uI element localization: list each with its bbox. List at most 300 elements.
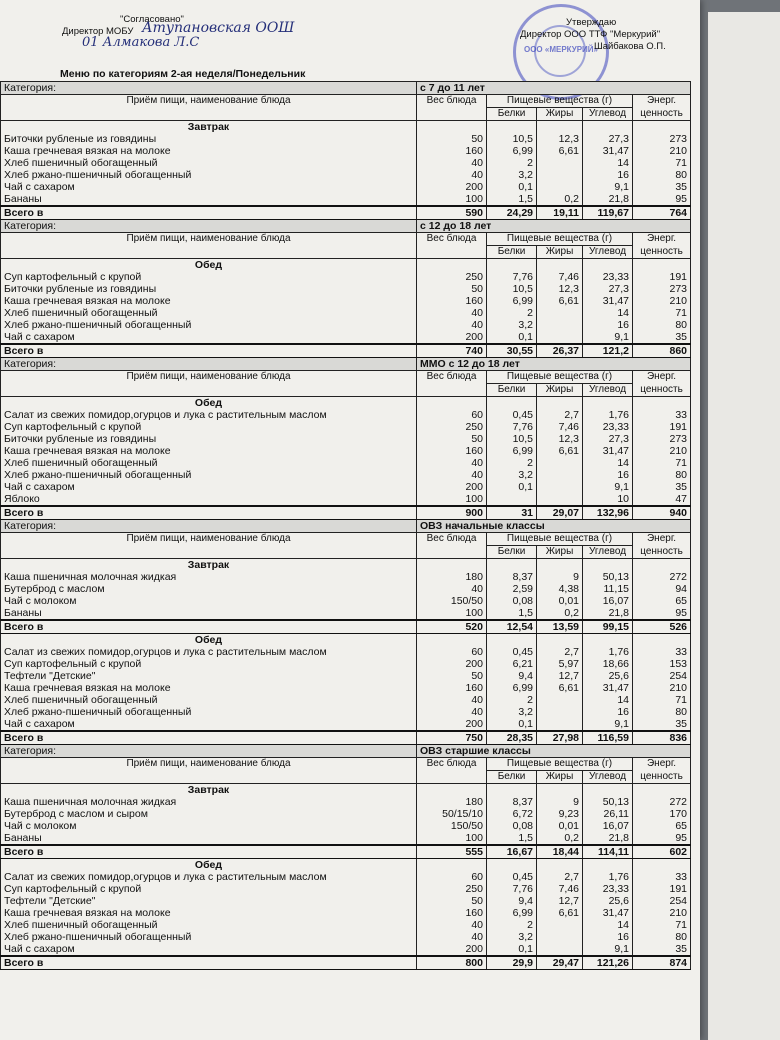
- value-cell: 0,2: [537, 607, 583, 620]
- col-energy-header: Энерг.: [633, 758, 691, 771]
- value-cell: 50: [417, 133, 487, 145]
- table-row: [1, 796, 691, 808]
- category-row: [1, 82, 691, 95]
- value-cell: 6,61: [537, 682, 583, 694]
- total-label: Всего в: [1, 731, 417, 745]
- page-title: Меню по категориям 2-ая неделя/Понедельник: [60, 68, 306, 80]
- meal-heading-row: [1, 397, 691, 410]
- director-label: Директор МОБУ: [62, 26, 134, 37]
- dish-name: Хлеб пшеничный обогащенный: [1, 919, 417, 931]
- category-name: ОВЗ начальные классы: [417, 520, 691, 533]
- value-cell: 9,1: [583, 481, 633, 493]
- table-row: [1, 583, 691, 595]
- col-weight-header-cont: [417, 384, 487, 397]
- value-cell: 50: [417, 433, 487, 445]
- value-cell: [537, 481, 583, 493]
- dish-name: Яблоко: [1, 493, 417, 506]
- value-cell: 0,1: [487, 718, 537, 731]
- col-energy-header-cont: ценность: [633, 546, 691, 559]
- value-cell: 8,37: [487, 796, 537, 808]
- table-row: [1, 682, 691, 694]
- value-cell: 2: [487, 694, 537, 706]
- table-row: [1, 409, 691, 421]
- category-row: [1, 520, 691, 533]
- meal-heading-cell: [537, 397, 583, 410]
- value-cell: 210: [633, 682, 691, 694]
- value-cell: 1,76: [583, 646, 633, 658]
- dish-name: Хлеб ржано-пшеничный обогащенный: [1, 469, 417, 481]
- value-cell: 100: [417, 493, 487, 506]
- value-cell: 12,3: [537, 433, 583, 445]
- total-value: 132,96: [583, 506, 633, 520]
- total-value: 555: [417, 845, 487, 859]
- value-cell: 0,45: [487, 409, 537, 421]
- value-cell: 12,3: [537, 283, 583, 295]
- table-row: [1, 169, 691, 181]
- value-cell: 40: [417, 457, 487, 469]
- column-subheader-row: [1, 771, 691, 784]
- value-cell: 200: [417, 658, 487, 670]
- table-row: [1, 706, 691, 718]
- dish-name: Суп картофельный с крупой: [1, 271, 417, 283]
- value-cell: 71: [633, 157, 691, 169]
- value-cell: 100: [417, 832, 487, 845]
- dish-name: Тефтели "Детские": [1, 895, 417, 907]
- value-cell: 16: [583, 706, 633, 718]
- dish-name: Чай с сахаром: [1, 331, 417, 344]
- col-carbs-header: Углевод: [583, 384, 633, 397]
- value-cell: 14: [583, 919, 633, 931]
- meal-heading-cell: [633, 259, 691, 272]
- col-fats-header: Жиры: [537, 108, 583, 121]
- total-value: 520: [417, 620, 487, 634]
- meal-heading-cell: [487, 859, 537, 872]
- total-value: 860: [633, 344, 691, 358]
- value-cell: 40: [417, 919, 487, 931]
- meal-heading-cell: [417, 559, 487, 572]
- value-cell: 9,4: [487, 670, 537, 682]
- value-cell: 6,99: [487, 682, 537, 694]
- dish-name: Каша гречневая вязкая на молоке: [1, 445, 417, 457]
- total-value: 18,44: [537, 845, 583, 859]
- col-weight-header: Вес блюда: [417, 233, 487, 246]
- value-cell: 16: [583, 931, 633, 943]
- value-cell: 31,47: [583, 145, 633, 157]
- adjacent-page: [708, 12, 780, 1040]
- meal-heading-cell: [633, 121, 691, 134]
- value-cell: 95: [633, 607, 691, 620]
- table-row: [1, 145, 691, 157]
- meal-heading-cell: [633, 784, 691, 797]
- value-cell: 0,01: [537, 595, 583, 607]
- meal-name: Обед: [1, 859, 417, 872]
- table-row: [1, 457, 691, 469]
- col-energy-header-cont: ценность: [633, 384, 691, 397]
- dish-name: Салат из свежих помидор,огурцов и лука с растительным маслом: [1, 409, 417, 421]
- col-weight-header: Вес блюда: [417, 95, 487, 108]
- value-cell: 7,76: [487, 271, 537, 283]
- value-cell: 35: [633, 481, 691, 493]
- value-cell: 8,37: [487, 571, 537, 583]
- value-cell: 14: [583, 694, 633, 706]
- table-row: [1, 331, 691, 344]
- value-cell: 150/50: [417, 820, 487, 832]
- col-nutrients-header: Пищевые вещества (г): [487, 371, 633, 384]
- col-dish-header: Приём пищи, наименование блюда: [1, 371, 417, 384]
- total-value: 940: [633, 506, 691, 520]
- value-cell: 27,3: [583, 133, 633, 145]
- value-cell: 12,7: [537, 895, 583, 907]
- value-cell: 4,38: [537, 583, 583, 595]
- value-cell: 50: [417, 895, 487, 907]
- col-carbs-header: Углевод: [583, 246, 633, 259]
- value-cell: 35: [633, 181, 691, 193]
- value-cell: 12,7: [537, 670, 583, 682]
- value-cell: 40: [417, 169, 487, 181]
- col-nutrients-header: Пищевые вещества (г): [487, 233, 633, 246]
- value-cell: 2,7: [537, 409, 583, 421]
- meal-heading-row: [1, 259, 691, 272]
- meal-name: Завтрак: [1, 784, 417, 797]
- value-cell: 170: [633, 808, 691, 820]
- total-value: 116,59: [583, 731, 633, 745]
- meal-name: Обед: [1, 259, 417, 272]
- value-cell: 16,07: [583, 820, 633, 832]
- value-cell: 160: [417, 907, 487, 919]
- dish-name: Хлеб ржано-пшеничный обогащенный: [1, 169, 417, 181]
- value-cell: 254: [633, 895, 691, 907]
- table-row: [1, 646, 691, 658]
- value-cell: 3,2: [487, 931, 537, 943]
- meal-heading-cell: [537, 259, 583, 272]
- value-cell: 23,33: [583, 421, 633, 433]
- value-cell: 6,99: [487, 145, 537, 157]
- value-cell: 9,1: [583, 718, 633, 731]
- value-cell: 150/50: [417, 595, 487, 607]
- value-cell: [537, 931, 583, 943]
- meal-heading-cell: [417, 397, 487, 410]
- total-row: [1, 731, 691, 745]
- total-label: Всего в: [1, 206, 417, 220]
- total-value: 526: [633, 620, 691, 634]
- value-cell: 100: [417, 193, 487, 206]
- table-row: [1, 919, 691, 931]
- value-cell: 200: [417, 943, 487, 956]
- col-carbs-header: Углевод: [583, 546, 633, 559]
- table-row: [1, 907, 691, 919]
- col-proteins-header: Белки: [487, 771, 537, 784]
- value-cell: 11,15: [583, 583, 633, 595]
- value-cell: 31,47: [583, 907, 633, 919]
- value-cell: [537, 319, 583, 331]
- meal-heading-cell: [633, 634, 691, 647]
- value-cell: 60: [417, 409, 487, 421]
- category-name: с 12 до 18 лет: [417, 220, 691, 233]
- value-cell: 60: [417, 871, 487, 883]
- meal-heading-cell: [487, 397, 537, 410]
- value-cell: 33: [633, 409, 691, 421]
- value-cell: 191: [633, 883, 691, 895]
- value-cell: 25,6: [583, 670, 633, 682]
- value-cell: [537, 331, 583, 344]
- col-carbs-header: Углевод: [583, 108, 633, 121]
- table-row: [1, 421, 691, 433]
- value-cell: 18,66: [583, 658, 633, 670]
- value-cell: 23,33: [583, 271, 633, 283]
- table-row: [1, 271, 691, 283]
- value-cell: 160: [417, 682, 487, 694]
- agreed-label: "Согласовано": [120, 14, 184, 25]
- value-cell: 80: [633, 931, 691, 943]
- col-weight-header-cont: [417, 546, 487, 559]
- menu-table: [0, 81, 691, 970]
- meal-heading-cell: [417, 859, 487, 872]
- col-dish-header-cont: [1, 384, 417, 397]
- value-cell: 2,7: [537, 646, 583, 658]
- table-row: [1, 895, 691, 907]
- dish-name: Чай с сахаром: [1, 181, 417, 193]
- table-row: [1, 943, 691, 956]
- column-subheader-row: [1, 246, 691, 259]
- value-cell: [537, 943, 583, 956]
- value-cell: 16: [583, 319, 633, 331]
- value-cell: 3,2: [487, 169, 537, 181]
- category-label: Категория:: [1, 220, 417, 233]
- value-cell: 71: [633, 694, 691, 706]
- value-cell: 50/15/10: [417, 808, 487, 820]
- value-cell: 2,59: [487, 583, 537, 595]
- total-row: [1, 956, 691, 970]
- col-proteins-header: Белки: [487, 546, 537, 559]
- table-row: [1, 931, 691, 943]
- meal-heading-cell: [633, 859, 691, 872]
- col-dish-header: Приём пищи, наименование блюда: [1, 758, 417, 771]
- approved-label: Утверждаю: [566, 17, 617, 28]
- dish-name: Каша гречневая вязкая на молоке: [1, 682, 417, 694]
- total-value: 602: [633, 845, 691, 859]
- meal-heading-cell: [487, 784, 537, 797]
- dish-name: Каша пшеничная молочная жидкая: [1, 796, 417, 808]
- meal-heading-cell: [537, 784, 583, 797]
- dish-name: Каша гречневая вязкая на молоке: [1, 907, 417, 919]
- dish-name: Чай с сахаром: [1, 943, 417, 956]
- meal-heading-row: [1, 784, 691, 797]
- meal-heading-cell: [487, 259, 537, 272]
- meal-heading-cell: [487, 634, 537, 647]
- meal-heading-cell: [583, 784, 633, 797]
- total-value: 121,26: [583, 956, 633, 970]
- value-cell: 3,2: [487, 706, 537, 718]
- total-row: [1, 845, 691, 859]
- total-value: 29,9: [487, 956, 537, 970]
- value-cell: 250: [417, 883, 487, 895]
- meal-heading-cell: [417, 259, 487, 272]
- value-cell: 80: [633, 469, 691, 481]
- table-row: [1, 319, 691, 331]
- meal-heading-cell: [583, 859, 633, 872]
- seal-stamp: ООО «МЕРКУРИЙ»: [513, 4, 609, 100]
- value-cell: 21,8: [583, 832, 633, 845]
- value-cell: 0,1: [487, 331, 537, 344]
- table-row: [1, 181, 691, 193]
- col-weight-header-cont: [417, 246, 487, 259]
- total-value: 29,47: [537, 956, 583, 970]
- value-cell: 10,5: [487, 283, 537, 295]
- category-name: ММО с 12 до 18 лет: [417, 358, 691, 371]
- meal-heading-cell: [633, 559, 691, 572]
- dish-name: Салат из свежих помидор,огурцов и лука с растительным маслом: [1, 871, 417, 883]
- category-name: ОВЗ старшие классы: [417, 745, 691, 758]
- value-cell: 0,1: [487, 181, 537, 193]
- value-cell: 12,3: [537, 133, 583, 145]
- dish-name: Чай с молоком: [1, 820, 417, 832]
- value-cell: 210: [633, 295, 691, 307]
- value-cell: 9,1: [583, 943, 633, 956]
- dish-name: Чай с сахаром: [1, 481, 417, 493]
- approver-title: Директор ООО ТТФ "Меркурий": [520, 29, 661, 40]
- value-cell: [537, 169, 583, 181]
- value-cell: 6,61: [537, 145, 583, 157]
- col-weight-header: Вес блюда: [417, 533, 487, 546]
- meal-name: Завтрак: [1, 121, 417, 134]
- dish-name: Бутерброд с маслом: [1, 583, 417, 595]
- col-energy-header-cont: ценность: [633, 246, 691, 259]
- value-cell: 6,21: [487, 658, 537, 670]
- approver-name: Шайбакова О.П.: [594, 41, 666, 52]
- value-cell: 31,47: [583, 682, 633, 694]
- meal-heading-cell: [417, 634, 487, 647]
- value-cell: 6,99: [487, 907, 537, 919]
- total-row: [1, 620, 691, 634]
- value-cell: 5,97: [537, 658, 583, 670]
- value-cell: [537, 706, 583, 718]
- value-cell: 25,6: [583, 895, 633, 907]
- total-value: 900: [417, 506, 487, 520]
- total-value: 19,11: [537, 206, 583, 220]
- col-energy-header: Энерг.: [633, 95, 691, 108]
- value-cell: 40: [417, 307, 487, 319]
- value-cell: 27,3: [583, 283, 633, 295]
- value-cell: 71: [633, 457, 691, 469]
- meal-heading-cell: [487, 559, 537, 572]
- dish-name: Бутерброд с маслом и сыром: [1, 808, 417, 820]
- value-cell: 2: [487, 307, 537, 319]
- value-cell: 0,45: [487, 871, 537, 883]
- total-label: Всего в: [1, 506, 417, 520]
- col-nutrients-header: Пищевые вещества (г): [487, 95, 633, 108]
- value-cell: [537, 694, 583, 706]
- column-header-row: [1, 95, 691, 108]
- value-cell: [537, 919, 583, 931]
- dish-name: Каша гречневая вязкая на молоке: [1, 145, 417, 157]
- value-cell: 273: [633, 133, 691, 145]
- value-cell: 26,11: [583, 808, 633, 820]
- value-cell: 3,2: [487, 469, 537, 481]
- value-cell: 6,61: [537, 445, 583, 457]
- col-energy-header: Энерг.: [633, 233, 691, 246]
- value-cell: 200: [417, 718, 487, 731]
- table-row: [1, 307, 691, 319]
- value-cell: 60: [417, 646, 487, 658]
- value-cell: 210: [633, 145, 691, 157]
- col-nutrients-header: Пищевые вещества (г): [487, 758, 633, 771]
- value-cell: 9,1: [583, 331, 633, 344]
- dish-name: Каша пшеничная молочная жидкая: [1, 571, 417, 583]
- col-weight-header-cont: [417, 108, 487, 121]
- value-cell: 273: [633, 433, 691, 445]
- value-cell: 80: [633, 169, 691, 181]
- table-row: [1, 607, 691, 620]
- value-cell: [537, 457, 583, 469]
- value-cell: 191: [633, 421, 691, 433]
- total-value: 836: [633, 731, 691, 745]
- value-cell: 10,5: [487, 133, 537, 145]
- dish-name: Биточки рубленые из говядины: [1, 283, 417, 295]
- value-cell: 14: [583, 457, 633, 469]
- value-cell: 71: [633, 307, 691, 319]
- table-row: [1, 571, 691, 583]
- column-subheader-row: [1, 384, 691, 397]
- total-value: 740: [417, 344, 487, 358]
- total-value: 31: [487, 506, 537, 520]
- value-cell: 3,2: [487, 319, 537, 331]
- col-fats-header: Жиры: [537, 246, 583, 259]
- value-cell: [487, 493, 537, 506]
- total-value: 114,11: [583, 845, 633, 859]
- total-value: 26,37: [537, 344, 583, 358]
- value-cell: 16: [583, 469, 633, 481]
- value-cell: 210: [633, 907, 691, 919]
- value-cell: [537, 493, 583, 506]
- value-cell: 16,07: [583, 595, 633, 607]
- value-cell: 1,5: [487, 193, 537, 206]
- col-dish-header: Приём пищи, наименование блюда: [1, 233, 417, 246]
- total-value: 119,67: [583, 206, 633, 220]
- value-cell: 47: [633, 493, 691, 506]
- col-dish-header-cont: [1, 771, 417, 784]
- dish-name: Хлеб ржано-пшеничный обогащенный: [1, 319, 417, 331]
- dish-name: Биточки рубленые из говядины: [1, 133, 417, 145]
- total-value: 590: [417, 206, 487, 220]
- total-value: 24,29: [487, 206, 537, 220]
- table-row: [1, 193, 691, 206]
- value-cell: 1,76: [583, 871, 633, 883]
- value-cell: 7,76: [487, 883, 537, 895]
- value-cell: 9: [537, 571, 583, 583]
- table-row: [1, 694, 691, 706]
- value-cell: 272: [633, 796, 691, 808]
- value-cell: 153: [633, 658, 691, 670]
- value-cell: 35: [633, 943, 691, 956]
- value-cell: 6,99: [487, 295, 537, 307]
- total-value: 16,67: [487, 845, 537, 859]
- meal-heading-cell: [583, 559, 633, 572]
- column-subheader-row: [1, 546, 691, 559]
- value-cell: 200: [417, 331, 487, 344]
- meal-heading-cell: [583, 259, 633, 272]
- column-subheader-row: [1, 108, 691, 121]
- col-proteins-header: Белки: [487, 384, 537, 397]
- value-cell: 160: [417, 445, 487, 457]
- category-label: Категория:: [1, 520, 417, 533]
- meal-name: Завтрак: [1, 559, 417, 572]
- meal-heading-row: [1, 634, 691, 647]
- value-cell: 80: [633, 319, 691, 331]
- table-row: [1, 445, 691, 457]
- value-cell: 9,23: [537, 808, 583, 820]
- value-cell: 40: [417, 157, 487, 169]
- value-cell: 180: [417, 571, 487, 583]
